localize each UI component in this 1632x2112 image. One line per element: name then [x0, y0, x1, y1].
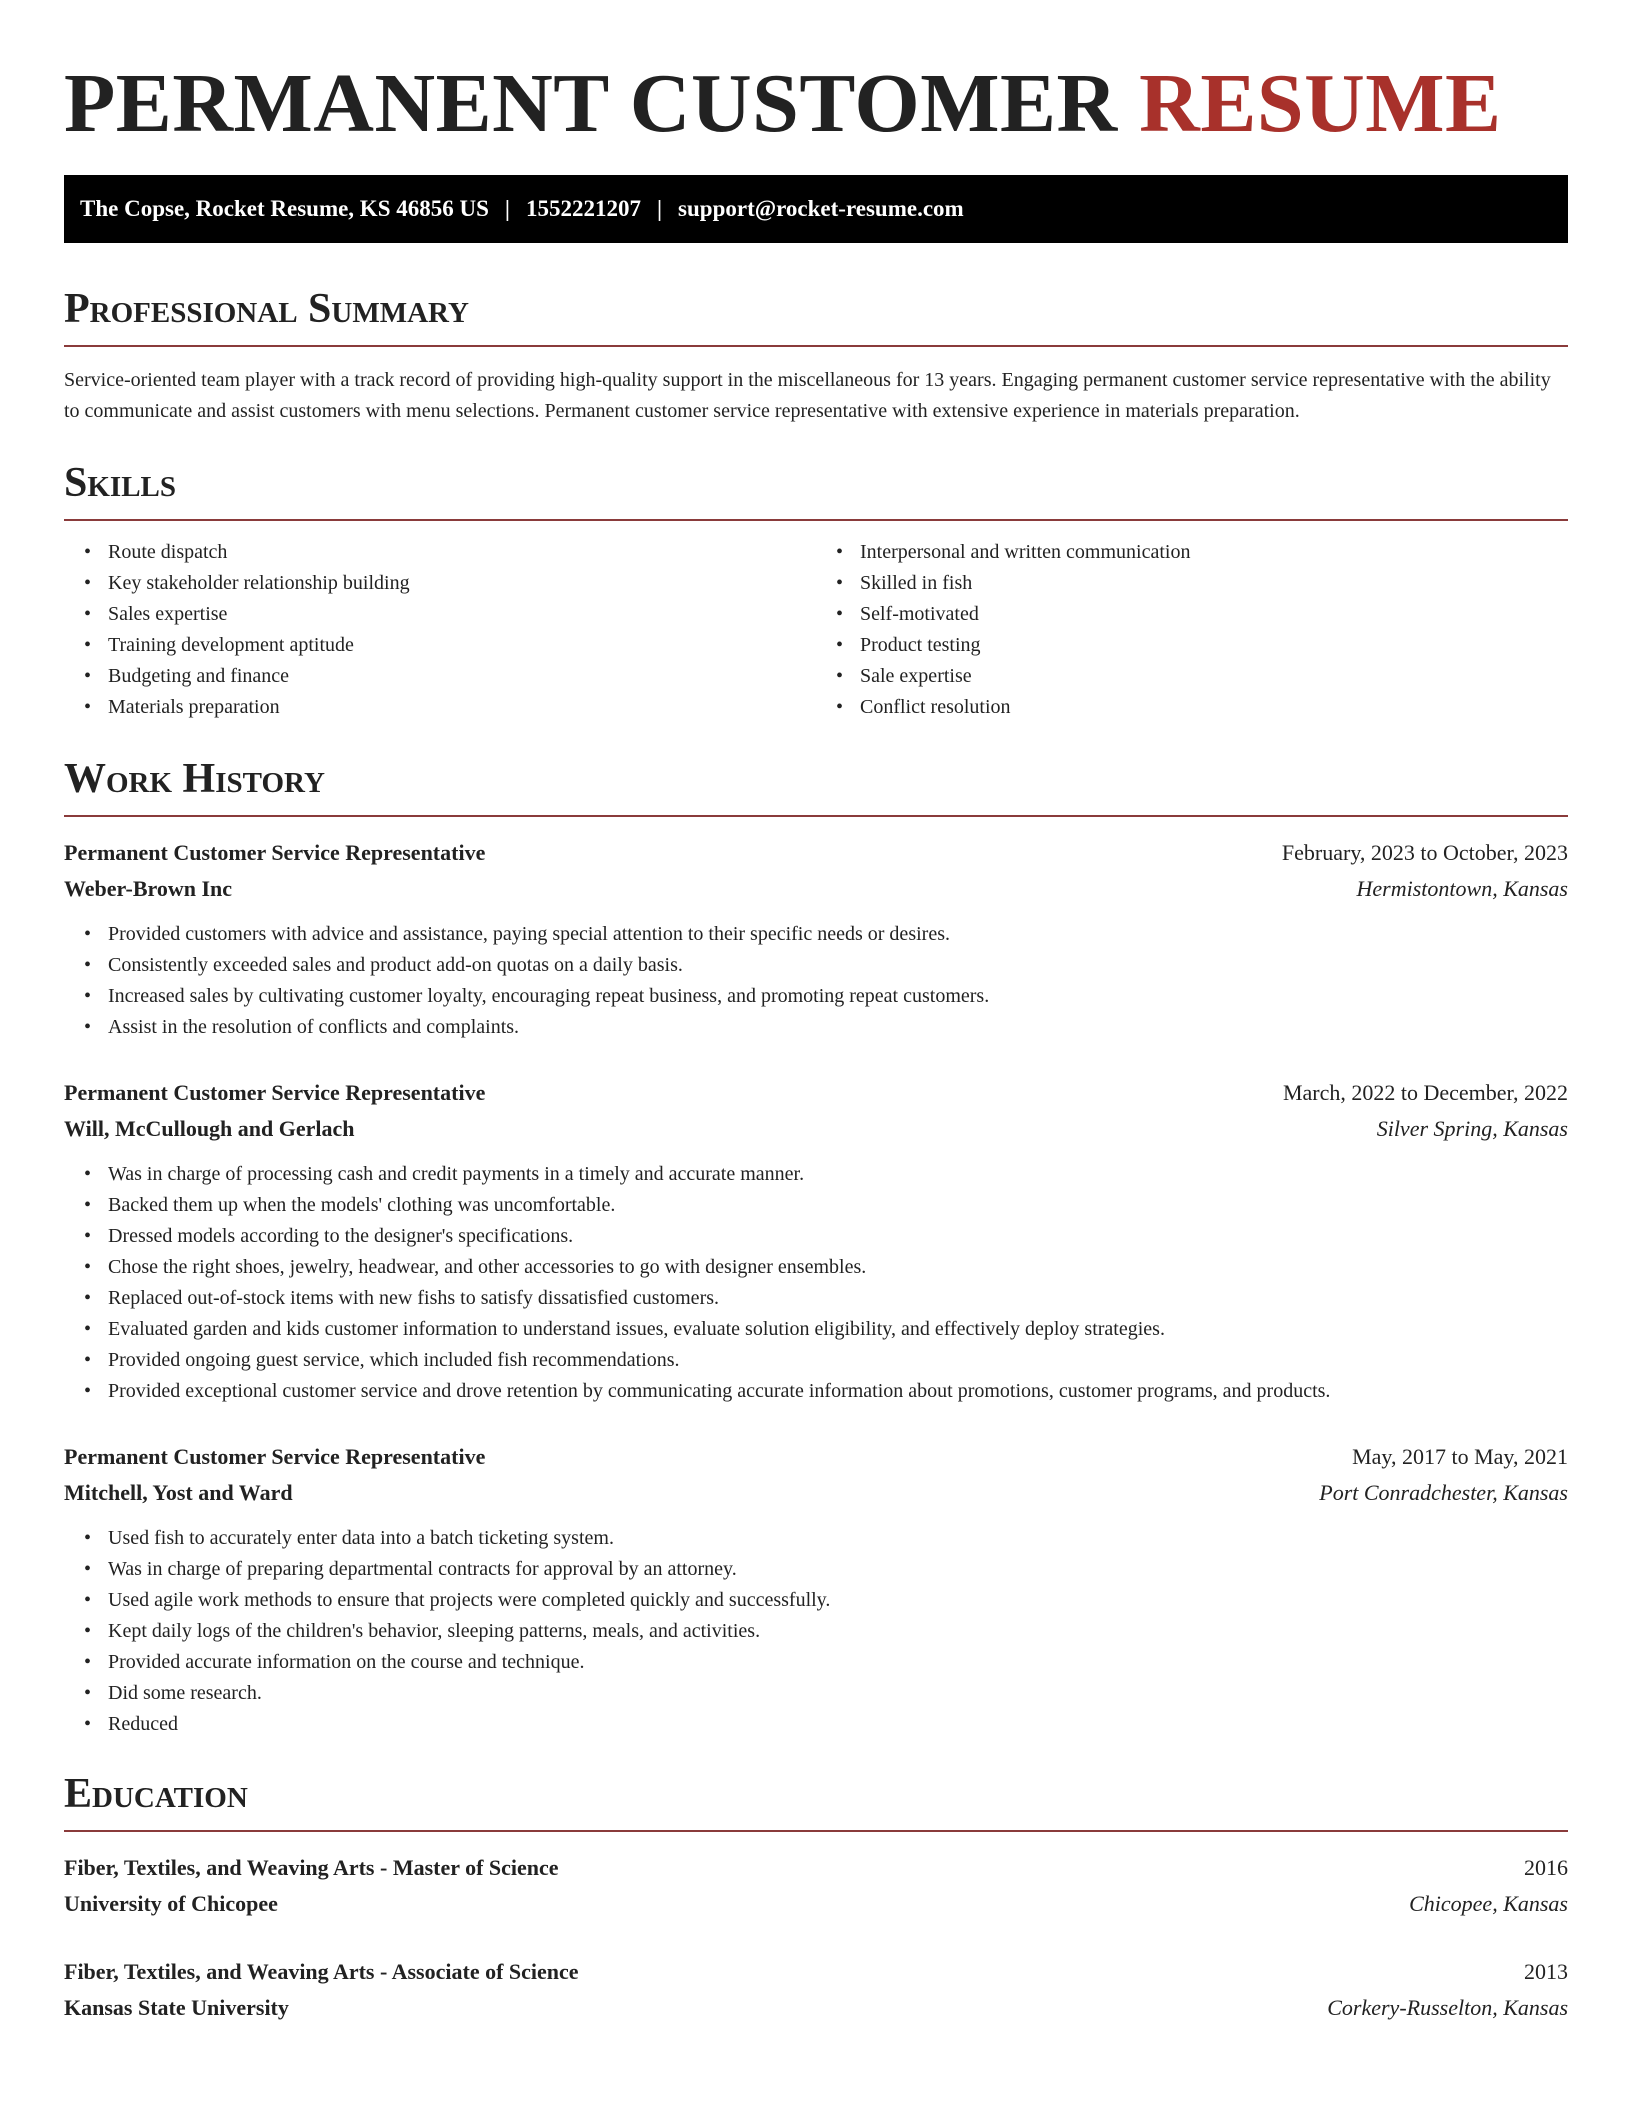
job-bullet: • Consistently exceeded sales and product add-on quotas on a daily basis. — [108, 950, 1568, 981]
job-bullet: • Provided ongoing guest service, which included fish recommendations. — [108, 1345, 1568, 1376]
resume-title — [64, 0, 1568, 150]
skill-item: • Training development aptitude — [108, 630, 816, 661]
job-bullet: • Used agile work methods to ensure that projects were completed quickly and successfully. — [108, 1585, 1568, 1616]
contact-separator: | — [656, 196, 663, 221]
job-company-row — [64, 871, 1568, 907]
education-year: 2016 — [1524, 1855, 1568, 1880]
contact-address: The Copse, Rocket Resume, KS 46856 US — [80, 196, 489, 221]
job-bullet: • Replaced out-of-stock items with new fishs to satisfy dissatisfied customers. — [108, 1283, 1568, 1314]
job-title-row — [64, 1439, 1568, 1475]
skill-item: • Product testing — [860, 630, 1568, 661]
title-main: PERMANENT CUSTOMER — [64, 57, 1118, 150]
education-location: Chicopee, Kansas — [1409, 1891, 1568, 1916]
skill-item: • Self-motivated — [860, 599, 1568, 630]
job-location: Silver Spring, Kansas — [1376, 1116, 1568, 1141]
skill-item: • Key stakeholder relationship building — [108, 568, 816, 599]
work-history-section — [64, 753, 1568, 1740]
skill-item: • Sale expertise — [860, 661, 1568, 692]
job-company-row — [64, 1111, 1568, 1147]
job-bullet: • Dressed models according to the designer's specifications. — [108, 1221, 1568, 1252]
job-bullet: • Kept daily logs of the children's behavior, sleeping patterns, meals, and activities. — [108, 1616, 1568, 1647]
education-year: 2013 — [1524, 1959, 1568, 1984]
job-bullet: • Provided exceptional customer service and drove retention by communicating accurate information about promotions, customer programs, and products. — [108, 1376, 1568, 1407]
contact-bar — [64, 175, 1568, 243]
job-entry — [64, 1439, 1568, 1740]
education-location: Corkery-Russelton, Kansas — [1327, 1995, 1568, 2020]
job-bullet: • Was in charge of processing cash and credit payments in a timely and accurate manner. — [108, 1159, 1568, 1190]
skills-section — [64, 457, 1568, 723]
job-title-row — [64, 835, 1568, 871]
job-title: Permanent Customer Service Representative — [64, 1444, 486, 1469]
job-company: Mitchell, Yost and Ward — [64, 1480, 293, 1505]
job-bullet: • Chose the right shoes, jewelry, headwear, and other accessories to go with designer ensembles. — [108, 1252, 1568, 1283]
job-location: Port Conradchester, Kansas — [1319, 1480, 1568, 1505]
job-bullet: • Provided customers with advice and assistance, paying special attention to their specific needs or desires. — [108, 919, 1568, 950]
education-entry — [64, 1954, 1568, 2026]
contact-separator: | — [504, 196, 510, 221]
job-title: Permanent Customer Service Representative — [64, 840, 486, 865]
job-bullet: • Evaluated garden and kids customer information to understand issues, evaluate solution eligibility, and effectively deploy strategies. — [108, 1314, 1568, 1345]
education-school-row — [64, 1990, 1568, 2026]
job-company-row — [64, 1475, 1568, 1511]
contact-email: support@rocket-resume.com — [678, 196, 964, 221]
skill-item: • Route dispatch — [108, 537, 816, 568]
job-title-row — [64, 1075, 1568, 1111]
contact-phone: 1552221207 — [525, 196, 641, 221]
summary-text: Service-oriented team player with a track record of providing high-quality support in the miscellaneous for 13 years. Engaging permanent customer service representative with the ability to communicate and assist customers with menu selections. Permanent customer service representative with extensive experience in materials preparation. — [64, 369, 1551, 422]
education-degree: Fiber, Textiles, and Weaving Arts - Master of Science — [64, 1855, 559, 1880]
summary-section — [64, 283, 1568, 427]
job-company: Weber-Brown Inc — [64, 876, 233, 901]
job-title: Permanent Customer Service Representative — [64, 1080, 486, 1105]
education-degree: Fiber, Textiles, and Weaving Arts - Associate of Science — [64, 1959, 579, 1984]
title-accent: RESUME — [1139, 57, 1502, 150]
education-school-row — [64, 1886, 1568, 1922]
job-bullet: • Increased sales by cultivating customer loyalty, encouraging repeat business, and promoting repeat customers. — [108, 981, 1568, 1012]
skills-list-right — [816, 537, 1568, 723]
job-bullets — [64, 919, 1568, 1043]
job-bullet: • Was in charge of preparing departmental contracts for approval by an attorney. — [108, 1554, 1568, 1585]
skill-item: • Materials preparation — [108, 692, 816, 723]
education-school: University of Chicopee — [64, 1891, 278, 1916]
job-bullet: • Assist in the resolution of conflicts and complaints. — [108, 1012, 1568, 1043]
education-degree-row — [64, 1850, 1568, 1886]
skill-item: • Sales expertise — [108, 599, 816, 630]
job-dates: May, 2017 to May, 2021 — [1352, 1444, 1568, 1469]
skill-item: • Conflict resolution — [860, 692, 1568, 723]
skills-list-left — [64, 537, 816, 723]
job-bullet: • Used fish to accurately enter data into a batch ticketing system. — [108, 1523, 1568, 1554]
job-entry — [64, 835, 1568, 1043]
job-bullets — [64, 1523, 1568, 1740]
skill-item: • Skilled in fish — [860, 568, 1568, 599]
job-bullet: • Reduced — [108, 1709, 1568, 1740]
work-history-heading: Work History — [64, 753, 1568, 817]
job-bullet: • Provided accurate information on the course and technique. — [108, 1647, 1568, 1678]
education-entry — [64, 1850, 1568, 1922]
job-entry — [64, 1075, 1568, 1407]
education-section — [64, 1768, 1568, 2026]
job-bullet: • Backed them up when the models' clothing was uncomfortable. — [108, 1190, 1568, 1221]
education-degree-row — [64, 1954, 1568, 1990]
summary-heading: Professional Summary — [64, 283, 1568, 347]
skill-item: • Interpersonal and written communication — [860, 537, 1568, 568]
education-school: Kansas State University — [64, 1995, 289, 2020]
job-bullet: • Did some research. — [108, 1678, 1568, 1709]
job-bullets — [64, 1159, 1568, 1407]
skills-heading: Skills — [64, 457, 1568, 521]
job-company: Will, McCullough and Gerlach — [64, 1116, 355, 1141]
job-dates: February, 2023 to October, 2023 — [1281, 840, 1568, 865]
skill-item: • Budgeting and finance — [108, 661, 816, 692]
skills-grid — [64, 537, 1568, 723]
job-location: Hermistontown, Kansas — [1356, 876, 1568, 901]
job-dates: March, 2022 to December, 2022 — [1282, 1080, 1568, 1105]
education-heading: Education — [64, 1768, 1568, 1832]
